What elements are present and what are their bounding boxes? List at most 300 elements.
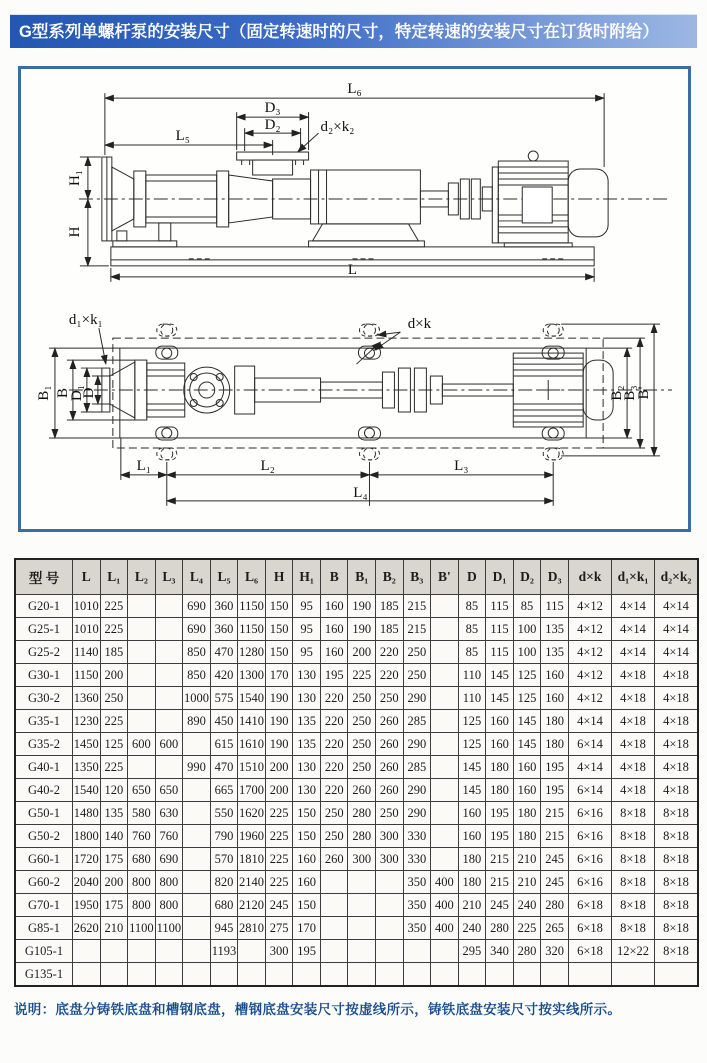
value-cell: 4×12 (569, 618, 612, 641)
table-row (15, 779, 698, 802)
value-cell: 145 (458, 779, 486, 802)
value-cell (458, 963, 486, 987)
value-cell: 240 (513, 894, 541, 917)
value-cell (155, 687, 183, 710)
value-cell: 225 (100, 756, 128, 779)
value-cell: 95 (293, 641, 321, 664)
value-cell (183, 848, 211, 871)
value-cell (431, 940, 459, 963)
value-cell: 760 (155, 825, 183, 848)
table-row (15, 917, 698, 940)
value-cell: 160 (320, 618, 348, 641)
note-text: 说明：底盘分铸铁底盘和槽钢底盘，槽钢底盘安装尺寸按虚线所示，铸铁底盘安装尺寸按实线所示。 (14, 1002, 622, 1017)
table-row (15, 733, 698, 756)
dim-label-d1k1: d₁×k₁ (68, 312, 103, 329)
column-header: L₅ (210, 559, 238, 595)
value-cell: 85 (458, 641, 486, 664)
value-cell (431, 710, 459, 733)
value-cell: 120 (100, 779, 128, 802)
value-cell (569, 963, 612, 987)
dim-label-h: H (66, 226, 83, 238)
column-header: B₁ (348, 559, 376, 595)
value-cell: 1510 (238, 756, 266, 779)
value-cell: 160 (458, 825, 486, 848)
value-cell: 210 (458, 894, 486, 917)
value-cell: 6×16 (569, 802, 612, 825)
model-cell: G40-2 (15, 779, 73, 802)
value-cell: 225 (265, 802, 293, 825)
value-cell (155, 710, 183, 733)
value-cell: 220 (320, 756, 348, 779)
value-cell: 195 (486, 825, 514, 848)
model-cell: G30-1 (15, 664, 73, 687)
value-cell (183, 963, 211, 987)
value-cell: 1410 (238, 710, 266, 733)
value-cell: 790 (210, 825, 238, 848)
value-cell (403, 940, 431, 963)
value-cell: 185 (376, 595, 404, 618)
value-cell: 650 (128, 779, 156, 802)
column-header: d×k (569, 559, 612, 595)
value-cell: 195 (541, 779, 569, 802)
value-cell (100, 963, 128, 987)
value-cell: 1100 (128, 917, 156, 940)
value-cell: 8×18 (655, 894, 699, 917)
value-cell: 115 (486, 641, 514, 664)
value-cell: 1230 (73, 710, 101, 733)
value-cell: 690 (183, 618, 211, 641)
value-cell: 1720 (73, 848, 101, 871)
value-cell: 1010 (73, 618, 101, 641)
value-cell (238, 940, 266, 963)
value-cell: 680 (210, 894, 238, 917)
value-cell: 160 (458, 802, 486, 825)
table-row (15, 848, 698, 871)
model-cell: G50-2 (15, 825, 73, 848)
value-cell: 280 (513, 940, 541, 963)
value-cell (431, 595, 459, 618)
table-header-row (15, 559, 698, 595)
value-cell: 4×14 (569, 710, 612, 733)
value-cell: 690 (155, 848, 183, 871)
value-cell: 260 (376, 756, 404, 779)
dim-label-d3: D₃ (264, 100, 281, 117)
value-cell: 8×18 (612, 917, 655, 940)
value-cell: 260 (320, 848, 348, 871)
value-cell: 220 (320, 779, 348, 802)
value-cell: 160 (293, 871, 321, 894)
value-cell: 400 (431, 917, 459, 940)
value-cell: 1700 (238, 779, 266, 802)
model-cell: G50-1 (15, 802, 73, 825)
value-cell: 100 (513, 641, 541, 664)
value-cell (183, 779, 211, 802)
value-cell: 2810 (238, 917, 266, 940)
value-cell: 160 (486, 710, 514, 733)
table-row (15, 641, 698, 664)
value-cell: 195 (293, 940, 321, 963)
value-cell: 570 (210, 848, 238, 871)
value-cell: 225 (265, 848, 293, 871)
table-row (15, 825, 698, 848)
model-cell: G20-1 (15, 595, 73, 618)
value-cell (431, 664, 459, 687)
value-cell (265, 963, 293, 987)
value-cell: 6×16 (569, 848, 612, 871)
value-cell: 1000 (183, 687, 211, 710)
value-cell: 575 (210, 687, 238, 710)
value-cell: 290 (403, 802, 431, 825)
value-cell: 135 (541, 618, 569, 641)
value-cell: 250 (348, 733, 376, 756)
value-cell: 1150 (238, 595, 266, 618)
value-cell: 1100 (155, 917, 183, 940)
value-cell: 550 (210, 802, 238, 825)
value-cell: 8×18 (655, 825, 699, 848)
dim-label-l5: L₅ (175, 128, 190, 145)
value-cell: 4×14 (612, 641, 655, 664)
model-cell: G35-2 (15, 733, 73, 756)
value-cell: 210 (100, 917, 128, 940)
model-cell: G25-2 (15, 641, 73, 664)
value-cell: 175 (100, 894, 128, 917)
value-cell (431, 779, 459, 802)
model-cell: G60-1 (15, 848, 73, 871)
value-cell: 145 (458, 756, 486, 779)
dim-label-dk: d×k (407, 316, 432, 333)
value-cell: 135 (100, 802, 128, 825)
value-cell: 180 (458, 871, 486, 894)
value-cell: 260 (376, 779, 404, 802)
model-cell: G30-2 (15, 687, 73, 710)
value-cell: 285 (403, 710, 431, 733)
value-cell: 600 (128, 733, 156, 756)
model-cell: G40-1 (15, 756, 73, 779)
value-cell: 190 (265, 733, 293, 756)
value-cell: 8×18 (655, 871, 699, 894)
value-cell: 145 (513, 733, 541, 756)
value-cell: 990 (183, 756, 211, 779)
value-cell: 180 (486, 779, 514, 802)
value-cell: 200 (100, 664, 128, 687)
value-cell: 160 (320, 641, 348, 664)
value-cell: 85 (458, 618, 486, 641)
value-cell: 115 (541, 595, 569, 618)
value-cell: 300 (376, 825, 404, 848)
value-cell: 215 (486, 871, 514, 894)
value-cell (486, 963, 514, 987)
dim-label-d2k2: d₂×k₂ (320, 119, 355, 136)
value-cell: 1150 (238, 618, 266, 641)
value-cell: 115 (486, 595, 514, 618)
value-cell: 1610 (238, 733, 266, 756)
value-cell: 150 (293, 825, 321, 848)
value-cell: 245 (541, 871, 569, 894)
value-cell: 250 (348, 687, 376, 710)
value-cell: 680 (128, 848, 156, 871)
value-cell (183, 825, 211, 848)
value-cell: 4×14 (569, 756, 612, 779)
value-cell (376, 917, 404, 940)
value-cell: 135 (541, 641, 569, 664)
value-cell: 85 (458, 595, 486, 618)
value-cell: 1280 (238, 641, 266, 664)
value-cell: 125 (458, 710, 486, 733)
model-cell: G105-1 (15, 940, 73, 963)
value-cell (431, 848, 459, 871)
value-cell: 850 (183, 641, 211, 664)
column-header: B₃ (403, 559, 431, 595)
column-header: D₁ (486, 559, 514, 595)
dim-label-bprime: B' (636, 386, 653, 400)
value-cell (183, 871, 211, 894)
value-cell: 160 (541, 687, 569, 710)
value-cell (183, 802, 211, 825)
value-cell (348, 917, 376, 940)
value-cell: 220 (320, 710, 348, 733)
value-cell (348, 871, 376, 894)
column-header: D (458, 559, 486, 595)
value-cell (348, 963, 376, 987)
value-cell: 150 (265, 618, 293, 641)
value-cell: 225 (265, 825, 293, 848)
table-row (15, 894, 698, 917)
value-cell (376, 963, 404, 987)
value-cell: 215 (541, 825, 569, 848)
value-cell: 225 (100, 618, 128, 641)
value-cell: 285 (403, 756, 431, 779)
value-cell: 4×14 (612, 618, 655, 641)
value-cell: 195 (486, 802, 514, 825)
value-cell: 6×14 (569, 733, 612, 756)
column-header: d₂×k₂ (655, 559, 699, 595)
value-cell (100, 940, 128, 963)
value-cell: 135 (293, 733, 321, 756)
value-cell: 280 (486, 917, 514, 940)
value-cell: 110 (458, 687, 486, 710)
value-cell: 400 (431, 871, 459, 894)
value-cell: 220 (376, 664, 404, 687)
value-cell: 470 (210, 641, 238, 664)
value-cell: 690 (183, 595, 211, 618)
value-cell (655, 963, 699, 987)
table-row (15, 756, 698, 779)
model-cell: G25-1 (15, 618, 73, 641)
value-cell: 1950 (73, 894, 101, 917)
column-header: D₃ (541, 559, 569, 595)
column-header: B' (431, 559, 459, 595)
value-cell (431, 825, 459, 848)
value-cell: 185 (376, 618, 404, 641)
column-header: H₁ (293, 559, 321, 595)
value-cell (128, 618, 156, 641)
value-cell: 135 (293, 710, 321, 733)
dim-label-l2: L₂ (260, 457, 275, 474)
value-cell: 210 (513, 871, 541, 894)
value-cell (431, 641, 459, 664)
value-cell: 95 (293, 618, 321, 641)
dim-label-b2: B₂ (609, 385, 626, 401)
column-header: d₁×k₁ (612, 559, 655, 595)
value-cell: 250 (100, 687, 128, 710)
value-cell: 250 (320, 825, 348, 848)
value-cell (155, 664, 183, 687)
value-cell (155, 940, 183, 963)
value-cell: 200 (265, 779, 293, 802)
value-cell (128, 940, 156, 963)
value-cell (541, 963, 569, 987)
value-cell: 4×18 (655, 687, 699, 710)
value-cell: 180 (458, 848, 486, 871)
model-cell: G70-1 (15, 894, 73, 917)
value-cell: 200 (265, 756, 293, 779)
table-row (15, 595, 698, 618)
column-header: B (320, 559, 348, 595)
table-row (15, 802, 698, 825)
value-cell: 4×18 (612, 779, 655, 802)
value-cell: 420 (210, 664, 238, 687)
model-cell: G35-1 (15, 710, 73, 733)
value-cell: 600 (155, 733, 183, 756)
value-cell (376, 894, 404, 917)
value-cell: 350 (403, 917, 431, 940)
value-cell: 130 (293, 664, 321, 687)
value-cell: 215 (486, 848, 514, 871)
dim-label-l6: L₆ (347, 81, 362, 98)
value-cell: 260 (348, 779, 376, 802)
value-cell (320, 940, 348, 963)
dimensions-table (14, 558, 699, 987)
column-header: B₂ (376, 559, 404, 595)
value-cell: 225 (348, 664, 376, 687)
column-header: 型 号 (15, 559, 73, 595)
value-cell: 170 (265, 664, 293, 687)
value-cell: 160 (513, 779, 541, 802)
value-cell: 195 (541, 756, 569, 779)
value-cell (128, 664, 156, 687)
dim-label-b3: B₃ (622, 385, 639, 401)
value-cell: 800 (128, 871, 156, 894)
column-header: L₃ (155, 559, 183, 595)
value-cell (73, 940, 101, 963)
value-cell (431, 733, 459, 756)
value-cell: 175 (100, 848, 128, 871)
value-cell: 190 (348, 618, 376, 641)
column-header: L₆ (238, 559, 266, 595)
value-cell: 195 (320, 664, 348, 687)
value-cell: 4×12 (569, 664, 612, 687)
value-cell: 180 (541, 733, 569, 756)
value-cell: 8×18 (655, 917, 699, 940)
value-cell: 630 (155, 802, 183, 825)
value-cell: 760 (128, 825, 156, 848)
value-cell: 2620 (73, 917, 101, 940)
value-cell (128, 710, 156, 733)
value-cell: 340 (486, 940, 514, 963)
column-header: L₄ (183, 559, 211, 595)
value-cell: 4×18 (612, 687, 655, 710)
value-cell: 8×18 (612, 848, 655, 871)
value-cell: 160 (486, 733, 514, 756)
value-cell (73, 963, 101, 987)
value-cell (183, 917, 211, 940)
value-cell (155, 641, 183, 664)
value-cell: 4×18 (612, 710, 655, 733)
value-cell: 12×22 (612, 940, 655, 963)
value-cell: 150 (265, 595, 293, 618)
value-cell (320, 917, 348, 940)
value-cell: 180 (541, 710, 569, 733)
value-cell: 110 (458, 664, 486, 687)
value-cell: 275 (265, 917, 293, 940)
value-cell: 4×14 (655, 618, 699, 641)
value-cell: 4×14 (655, 595, 699, 618)
value-cell: 330 (403, 825, 431, 848)
page-title: G型系列单螺杆泵的安装尺寸（固定转速时的尺寸，特定转速的安装尺寸在订货时附给） (10, 14, 697, 48)
value-cell (128, 963, 156, 987)
value-cell: 220 (320, 733, 348, 756)
value-cell: 130 (293, 687, 321, 710)
value-cell: 8×18 (655, 848, 699, 871)
value-cell: 250 (376, 687, 404, 710)
value-cell (183, 894, 211, 917)
table-row (15, 618, 698, 641)
value-cell: 145 (486, 687, 514, 710)
value-cell: 240 (458, 917, 486, 940)
value-cell: 125 (100, 733, 128, 756)
value-cell: 1620 (238, 802, 266, 825)
value-cell: 650 (155, 779, 183, 802)
table-row (15, 710, 698, 733)
value-cell: 320 (541, 940, 569, 963)
dim-label-h1: H₁ (66, 169, 83, 187)
value-cell: 4×12 (569, 687, 612, 710)
value-cell: 8×18 (655, 802, 699, 825)
side-view-diagram (21, 69, 688, 290)
value-cell: 100 (513, 618, 541, 641)
value-cell: 8×18 (612, 825, 655, 848)
column-header: H (265, 559, 293, 595)
value-cell: 150 (293, 802, 321, 825)
value-cell: 1800 (73, 825, 101, 848)
value-cell: 4×18 (655, 710, 699, 733)
value-cell: 6×18 (569, 940, 612, 963)
table-row (15, 871, 698, 894)
value-cell (431, 687, 459, 710)
value-cell: 300 (265, 940, 293, 963)
value-cell: 4×12 (569, 641, 612, 664)
value-cell: 4×12 (569, 595, 612, 618)
value-cell: 6×16 (569, 825, 612, 848)
value-cell: 2040 (73, 871, 101, 894)
value-cell (431, 963, 459, 987)
value-cell (612, 963, 655, 987)
value-cell: 250 (348, 756, 376, 779)
value-cell (431, 618, 459, 641)
value-cell (376, 871, 404, 894)
value-cell (513, 963, 541, 987)
column-header: L (73, 559, 101, 595)
value-cell: 185 (100, 641, 128, 664)
diagram-frame (18, 66, 691, 532)
value-cell: 1450 (73, 733, 101, 756)
value-cell: 250 (348, 710, 376, 733)
value-cell: 800 (155, 871, 183, 894)
value-cell: 2140 (238, 871, 266, 894)
value-cell: 1193 (210, 940, 238, 963)
value-cell: 6×16 (569, 871, 612, 894)
value-cell: 615 (210, 733, 238, 756)
